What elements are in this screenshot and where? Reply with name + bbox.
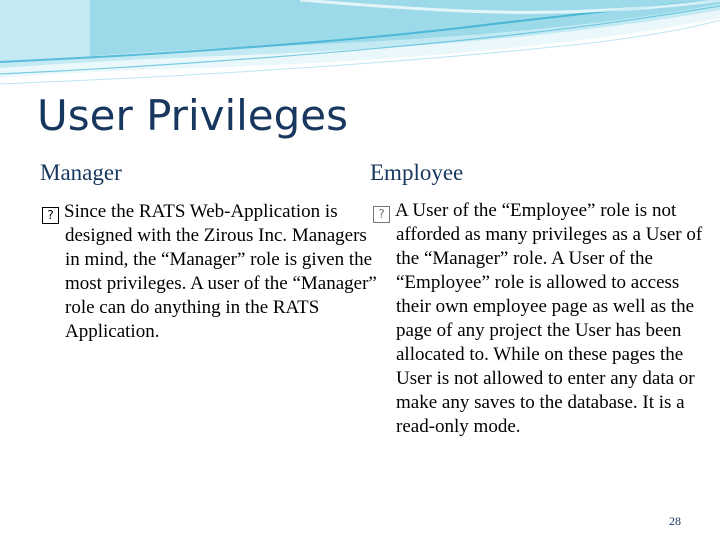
employee-description: [373, 199, 706, 439]
bullet-placeholder-icon: ?: [373, 206, 390, 223]
manager-heading: Manager: [40, 160, 122, 185]
employee-description-text: A User of the “Employee” role is not afforded as many privileges as a User of the “Manager” role. A User of the “Employee” role is allowed to access their own employee page as well as the page of any project the User has been allocated to. While on these pages the User is not allowed to enter any data or make any saves to the database. It is a read-only mode.: [395, 200, 703, 437]
header-wave-banner: [0, 0, 720, 90]
manager-description-text: Since the RATS Web-Application is designed with the Zirous Inc. Managers in mind, the “Manager” role is given the most privileges. A user of the “Manager” role can do anything in the RATS Application.: [64, 201, 377, 342]
bullet-placeholder-icon: ?: [42, 207, 59, 224]
page-number: 28: [669, 514, 681, 528]
manager-description: [42, 200, 377, 344]
slide-title: User Privileges: [37, 91, 349, 140]
employee-heading: Employee: [370, 160, 464, 185]
